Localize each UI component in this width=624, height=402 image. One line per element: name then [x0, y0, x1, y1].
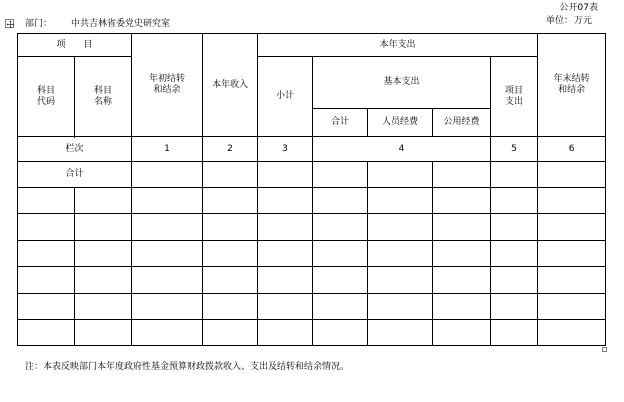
- table-cell[interactable]: [313, 267, 368, 294]
- unit-value: 万元: [574, 16, 593, 26]
- column-order-label[interactable]: 栏次: [18, 137, 132, 162]
- table-cell[interactable]: [433, 294, 491, 320]
- department-label: 部门：: [25, 19, 53, 29]
- department-value: 中共吉林省委党史研究室: [71, 19, 171, 29]
- column-order-row: [18, 137, 606, 162]
- header-row-2: [18, 57, 606, 109]
- table-cell[interactable]: [313, 188, 368, 214]
- column-number-3[interactable]: 3: [258, 137, 313, 162]
- header-current-income[interactable]: 本年收入: [203, 34, 258, 137]
- table-cell[interactable]: [538, 241, 606, 267]
- table-cell[interactable]: [18, 241, 75, 267]
- table-cell[interactable]: [538, 294, 606, 320]
- table-cell[interactable]: [433, 214, 491, 241]
- header-public[interactable]: 公用经费: [433, 109, 491, 137]
- table-resize-handle[interactable]: [602, 347, 607, 352]
- table-cell[interactable]: [203, 162, 258, 188]
- table-cell[interactable]: [433, 188, 491, 214]
- table-cell[interactable]: [313, 214, 368, 241]
- table-cell[interactable]: [538, 267, 606, 294]
- header-current-expenditure[interactable]: 本年支出: [258, 34, 538, 57]
- table-cell[interactable]: [368, 294, 433, 320]
- table-row: [18, 294, 606, 320]
- table-cell[interactable]: [258, 320, 313, 346]
- fund-budget-table: [17, 33, 606, 346]
- table-cell[interactable]: [132, 188, 203, 214]
- table-cell[interactable]: [368, 214, 433, 241]
- move-arrows-icon: [6, 20, 15, 29]
- table-cell[interactable]: [313, 294, 368, 320]
- table-cell[interactable]: [313, 241, 368, 267]
- table-cell[interactable]: [368, 267, 433, 294]
- table-move-handle[interactable]: [5, 19, 14, 28]
- table-cell[interactable]: [132, 294, 203, 320]
- table-cell[interactable]: [313, 320, 368, 346]
- table-cell[interactable]: [203, 188, 258, 214]
- table-cell[interactable]: [491, 241, 538, 267]
- table-cell[interactable]: [258, 294, 313, 320]
- table-cell[interactable]: [368, 320, 433, 346]
- table-cell[interactable]: [132, 241, 203, 267]
- table-cell[interactable]: [258, 267, 313, 294]
- table-cell[interactable]: [433, 267, 491, 294]
- table-cell[interactable]: [75, 188, 132, 214]
- table-row: [18, 320, 606, 346]
- table-cell[interactable]: [491, 320, 538, 346]
- table-cell[interactable]: [18, 320, 75, 346]
- table-cell[interactable]: [433, 320, 491, 346]
- table-cell[interactable]: [18, 188, 75, 214]
- header-closing-balance[interactable]: 年末结转 和结余: [538, 34, 606, 137]
- table-row: [18, 267, 606, 294]
- table-cell[interactable]: [368, 188, 433, 214]
- table-cell[interactable]: [491, 294, 538, 320]
- column-number-2[interactable]: 2: [203, 137, 258, 162]
- header-basic-expenditure[interactable]: 基本支出: [313, 57, 491, 109]
- table-row: [18, 241, 606, 267]
- table-cell[interactable]: [258, 214, 313, 241]
- header-basic-total[interactable]: 合计: [313, 109, 368, 137]
- table-cell[interactable]: [433, 162, 491, 188]
- column-number-4[interactable]: 4: [313, 137, 491, 162]
- table-cell[interactable]: [313, 162, 368, 188]
- table-cell[interactable]: [491, 188, 538, 214]
- table-cell[interactable]: [132, 214, 203, 241]
- unit-label: 单位：: [546, 16, 574, 26]
- table-cell[interactable]: [258, 188, 313, 214]
- table-row: [18, 214, 606, 241]
- column-number-5[interactable]: 5: [491, 137, 538, 162]
- header-row-1: [18, 34, 606, 57]
- table-cell[interactable]: [368, 162, 433, 188]
- table-cell[interactable]: [203, 267, 258, 294]
- table-cell[interactable]: [75, 214, 132, 241]
- footer-note: 注：本表反映部门本年度政府性基金预算财政拨款收入、支出及结转和结余情况。: [25, 362, 350, 372]
- table-cell[interactable]: [433, 241, 491, 267]
- table-cell[interactable]: [258, 162, 313, 188]
- header-subject-name[interactable]: 科目 名称: [75, 57, 132, 137]
- table-cell[interactable]: [75, 320, 132, 346]
- header-subtotal[interactable]: 小计: [258, 57, 313, 137]
- table-cell[interactable]: [538, 320, 606, 346]
- table-cell[interactable]: [203, 214, 258, 241]
- header-project-expenditure[interactable]: 项目 支出: [491, 57, 538, 137]
- table-cell[interactable]: [132, 162, 203, 188]
- table-cell[interactable]: [75, 267, 132, 294]
- table-cell[interactable]: [538, 214, 606, 241]
- table-cell[interactable]: [258, 241, 313, 267]
- header-item[interactable]: 项 目: [18, 34, 132, 57]
- table-cell[interactable]: [18, 267, 75, 294]
- header-subject-code[interactable]: 科目 代码: [18, 57, 75, 137]
- table-cell[interactable]: [132, 320, 203, 346]
- header-opening-balance[interactable]: 年初结转 和结余: [132, 34, 203, 137]
- form-code: 公开07表: [559, 3, 598, 13]
- total-row: [18, 162, 606, 188]
- table-cell[interactable]: [203, 294, 258, 320]
- column-number-6[interactable]: 6: [538, 137, 606, 162]
- table-cell[interactable]: [203, 320, 258, 346]
- table-cell[interactable]: [491, 214, 538, 241]
- total-row-label[interactable]: 合计: [18, 162, 132, 188]
- table-cell[interactable]: [491, 267, 538, 294]
- table-cell[interactable]: [132, 267, 203, 294]
- table-cell[interactable]: [491, 162, 538, 188]
- table-cell[interactable]: [75, 294, 132, 320]
- table-cell[interactable]: [368, 241, 433, 267]
- table-cell[interactable]: [203, 241, 258, 267]
- table-cell[interactable]: [18, 214, 75, 241]
- table-row: [18, 188, 606, 214]
- header-personnel[interactable]: 人员经费: [368, 109, 433, 137]
- table-cell[interactable]: [18, 294, 75, 320]
- column-number-1[interactable]: 1: [132, 137, 203, 162]
- table-cell[interactable]: [538, 188, 606, 214]
- table-cell[interactable]: [75, 241, 132, 267]
- table-cell[interactable]: [538, 162, 606, 188]
